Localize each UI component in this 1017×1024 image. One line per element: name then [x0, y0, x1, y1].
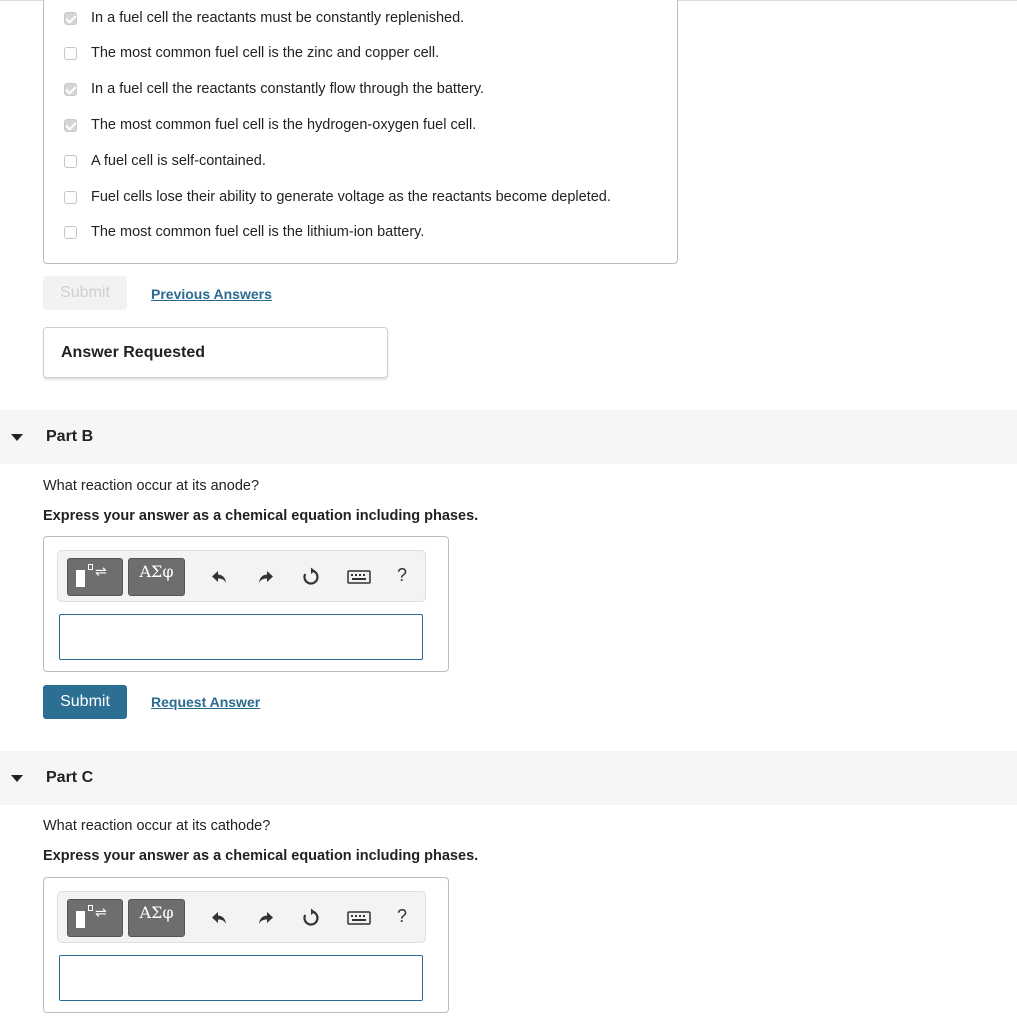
caret-down-icon — [11, 775, 23, 782]
part-c-answer-panel — [43, 877, 449, 1013]
option-3[interactable] — [64, 115, 476, 135]
option-label: In a fuel cell the reactants must be constantly replenished. — [91, 10, 465, 26]
undo-icon[interactable] — [210, 908, 230, 928]
answer-requested-feedback — [43, 327, 388, 378]
checkbox-checked[interactable] — [64, 119, 77, 132]
checkbox-checked[interactable] — [64, 83, 77, 96]
option-label: In a fuel cell the reactants constantly flow through the battery. — [91, 81, 485, 97]
option-label: A fuel cell is self-contained. — [91, 153, 266, 169]
option-4[interactable] — [64, 151, 266, 171]
templates-button[interactable] — [67, 558, 123, 596]
redo-icon[interactable] — [255, 908, 275, 928]
part-a-submit-button: Submit — [43, 276, 127, 310]
template-superscript-icon — [88, 905, 93, 911]
undo-icon[interactable] — [210, 567, 230, 587]
checkbox[interactable] — [64, 191, 77, 204]
checkbox[interactable] — [64, 226, 77, 239]
part-b-answer-panel — [43, 536, 449, 672]
checkbox[interactable] — [64, 155, 77, 168]
part-b-question: What reaction occur at its anode? — [43, 478, 260, 494]
option-5[interactable] — [64, 187, 611, 207]
redo-icon[interactable] — [255, 567, 275, 587]
previous-answers-link[interactable]: Previous Answers — [151, 286, 272, 302]
part-c-answer-input[interactable] — [59, 955, 423, 1001]
greek-symbols-button[interactable]: ΑΣφ — [128, 558, 185, 596]
reset-icon[interactable] — [301, 908, 321, 928]
part-c-question: What reaction occur at its cathode? — [43, 818, 271, 834]
reset-icon[interactable] — [301, 567, 321, 587]
option-2[interactable] — [64, 79, 484, 99]
template-block-icon — [76, 911, 85, 928]
feedback-text: Answer Requested — [61, 343, 206, 361]
part-b-header[interactable] — [0, 410, 1017, 464]
part-c-title: Part C — [46, 769, 94, 786]
part-c-instruction: Express your answer as a chemical equation including phases. — [43, 848, 479, 864]
greek-symbols-button[interactable]: ΑΣφ — [128, 899, 185, 937]
keyboard-icon[interactable] — [347, 908, 371, 928]
equilibrium-arrows-icon: ⇌ — [95, 905, 107, 921]
equilibrium-arrows-icon: ⇌ — [95, 564, 107, 580]
part-b-submit-button[interactable]: Submit — [43, 685, 127, 719]
part-b-instruction: Express your answer as a chemical equation including phases. — [43, 508, 479, 524]
part-b-answer-input[interactable] — [59, 614, 423, 660]
templates-button[interactable] — [67, 899, 123, 937]
checkbox-checked[interactable] — [64, 12, 77, 25]
option-6[interactable] — [64, 222, 424, 242]
option-1[interactable] — [64, 43, 439, 63]
option-label: The most common fuel cell is the zinc and copper cell. — [91, 45, 440, 61]
option-0[interactable] — [64, 8, 464, 28]
option-label: The most common fuel cell is the lithium-ion battery. — [91, 224, 425, 240]
option-label: Fuel cells lose their ability to generate voltage as the reactants become depleted. — [91, 189, 611, 205]
option-label: The most common fuel cell is the hydrogen-oxygen fuel cell. — [91, 117, 477, 133]
template-superscript-icon — [88, 564, 93, 570]
math-toolbar — [57, 550, 426, 602]
caret-down-icon — [11, 434, 23, 441]
part-c-header[interactable] — [0, 751, 1017, 805]
part-b-title: Part B — [46, 428, 94, 445]
help-button[interactable]: ? — [397, 565, 408, 585]
keyboard-icon[interactable] — [347, 567, 371, 587]
math-toolbar — [57, 891, 426, 943]
request-answer-link[interactable]: Request Answer — [151, 694, 261, 710]
template-block-icon — [76, 570, 85, 587]
multiple-choice-options — [43, 0, 678, 264]
checkbox[interactable] — [64, 47, 77, 60]
help-button[interactable]: ? — [397, 906, 408, 926]
